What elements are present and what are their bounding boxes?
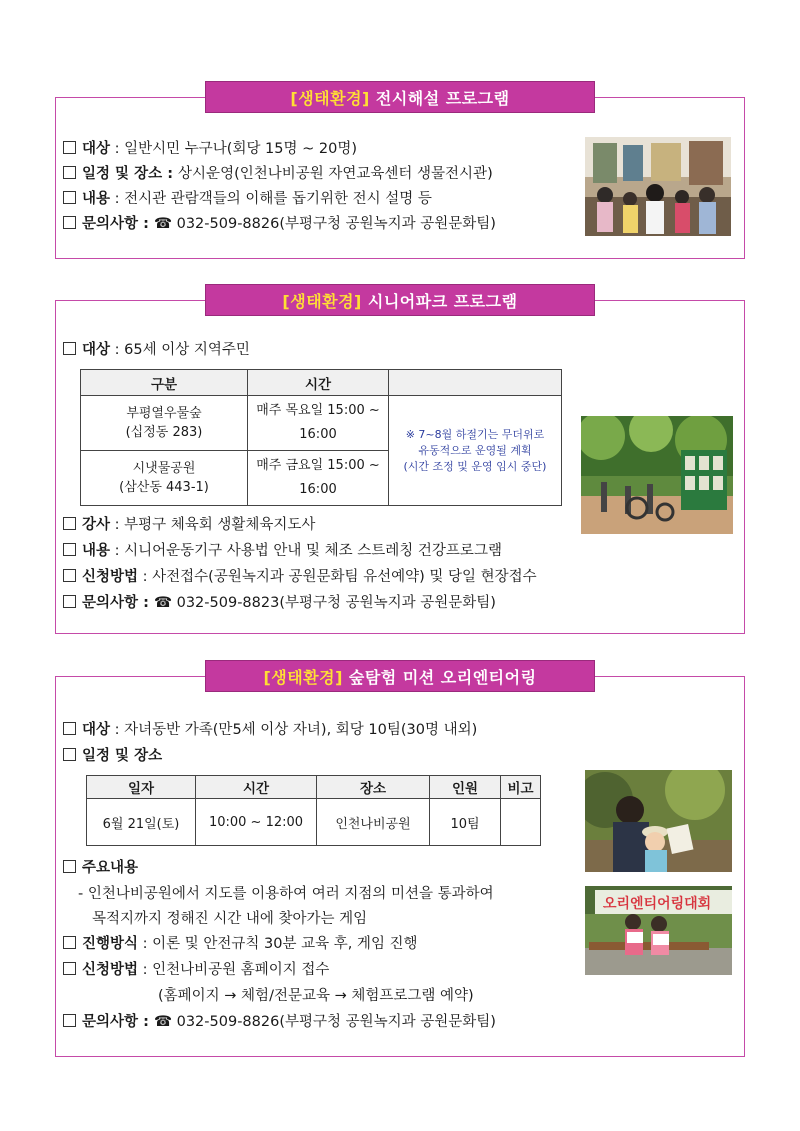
banner-tag: [생태환경] xyxy=(263,667,343,687)
main-content-line: 목적지까지 정해진 시간 내에 찾아가는 게임 xyxy=(92,911,368,927)
apply-path: (홈페이지 → 체험/전문교육 → 체험프로그램 예약) xyxy=(158,988,474,1004)
table-cell-capacity: 10팀 xyxy=(430,799,501,846)
table-header: 일자 xyxy=(87,776,196,799)
checkbox-square-icon xyxy=(63,342,76,355)
table-header: 시간 xyxy=(248,370,389,396)
schedule-time-end: 16:00 xyxy=(299,482,337,497)
table-cell-remark xyxy=(501,799,541,846)
place-name: 시냇물공원 xyxy=(132,461,196,476)
orienteering-schedule-table xyxy=(86,775,541,846)
list-item: 대상 : 일반시민 누구나(회당 15명 ~ 20명) xyxy=(63,138,357,160)
section-banner-senior-park xyxy=(205,284,595,316)
place-name: 부평열우물숲 xyxy=(126,406,202,421)
banner-title: 숲탐험 미션 오리엔티어링 xyxy=(348,667,537,687)
list-item: 신청방법 : 사전접수(공원녹지과 공원문화팀 유선예약) 및 당일 현장접수 xyxy=(63,566,537,588)
list-item: 주요내용 xyxy=(63,857,138,879)
seasonal-note: ※ 7~8월 하절기는 무더위로 유동적으로 운영될 계획 (시간 조정 및 운영 임시 중단) xyxy=(389,396,562,506)
section-banner-exhibition xyxy=(205,81,595,113)
event-banner-text: 오리엔티어링대회 xyxy=(603,896,712,912)
checkbox-square-icon xyxy=(63,517,76,530)
schedule-time-end: 16:00 xyxy=(299,427,337,442)
list-item: 진행방식 : 이론 및 안전규칙 30분 교육 후, 게임 진행 xyxy=(63,933,418,955)
table-cell-date: 6월 21일(토) xyxy=(87,799,196,846)
checkbox-square-icon xyxy=(63,569,76,582)
banner-tag: [생태환경] xyxy=(290,88,370,108)
checkbox-square-icon xyxy=(63,595,76,608)
checkbox-square-icon xyxy=(63,216,76,229)
list-item: 내용 : 시니어운동기구 사용법 안내 및 체조 스트레칭 건강프로그램 xyxy=(63,540,502,562)
table-row xyxy=(87,799,541,846)
table-header: 장소 xyxy=(317,776,430,799)
list-item: 대상 : 65세 이상 지역주민 xyxy=(63,339,250,361)
table-header: 인원 xyxy=(430,776,501,799)
list-item: 문의사항 : ☎ 032-509-8823(부평구청 공원녹지과 공원문화팀) xyxy=(63,592,496,614)
table-cell-place: 인천나비공원 xyxy=(317,799,430,846)
senior-schedule-table xyxy=(80,369,562,506)
photo-senior-park xyxy=(581,416,733,534)
list-item: 대상 : 자녀동반 가족(만5세 이상 자녀), 회당 10팀(30명 내외) xyxy=(63,719,477,741)
place-address: (십정동 283) xyxy=(125,425,203,440)
list-item: 문의사항 : ☎ 032-509-8826(부평구청 공원녹지과 공원문화팀) xyxy=(63,1011,496,1033)
banner-title: 전시해설 프로그램 xyxy=(375,88,510,108)
checkbox-square-icon xyxy=(63,166,76,179)
checkbox-square-icon xyxy=(63,936,76,949)
list-item: 신청방법 : 인천나비공원 홈페이지 접수 xyxy=(63,959,329,981)
section-banner-orienteering xyxy=(205,660,595,692)
place-address: (삼산동 443-1) xyxy=(119,480,209,495)
list-item: 내용 : 전시관 관람객들의 이해를 돕기위한 전시 설명 등 xyxy=(63,188,432,210)
photo-exhibition xyxy=(585,137,731,236)
checkbox-square-icon xyxy=(63,962,76,975)
list-item: 강사 : 부평구 체육회 생활체육지도사 xyxy=(63,514,315,536)
photo-orienteering-event xyxy=(585,886,732,975)
checkbox-square-icon xyxy=(63,543,76,556)
checkbox-square-icon xyxy=(63,748,76,761)
banner-tag: [생태환경] xyxy=(282,291,362,311)
main-content-line: - 인천나비공원에서 지도를 이용하여 여러 지점의 미션을 통과하여 xyxy=(78,886,494,902)
table-header: 시간 xyxy=(196,776,317,799)
table-header xyxy=(389,370,562,396)
checkbox-square-icon xyxy=(63,1014,76,1027)
banner-title: 시니어파크 프로그램 xyxy=(367,291,518,311)
schedule-time: 매주 금요일 15:00 ~ xyxy=(256,458,380,473)
checkbox-square-icon xyxy=(63,860,76,873)
table-cell-time: 10:00 ~ 12:00 xyxy=(196,799,317,846)
checkbox-square-icon xyxy=(63,191,76,204)
checkbox-square-icon xyxy=(63,141,76,154)
table-row xyxy=(81,396,562,451)
checkbox-square-icon xyxy=(63,722,76,735)
list-item: 일정 및 장소 xyxy=(63,745,162,767)
list-item: 문의사항 : ☎ 032-509-8826(부평구청 공원녹지과 공원문화팀) xyxy=(63,213,496,235)
photo-orienteering-map xyxy=(585,770,732,872)
table-header: 비고 xyxy=(501,776,541,799)
table-header: 구분 xyxy=(81,370,248,396)
schedule-time: 매주 목요일 15:00 ~ xyxy=(256,403,380,418)
list-item: 일정 및 장소 : 상시운영(인천나비공원 자연교육센터 생물전시관) xyxy=(63,163,493,185)
